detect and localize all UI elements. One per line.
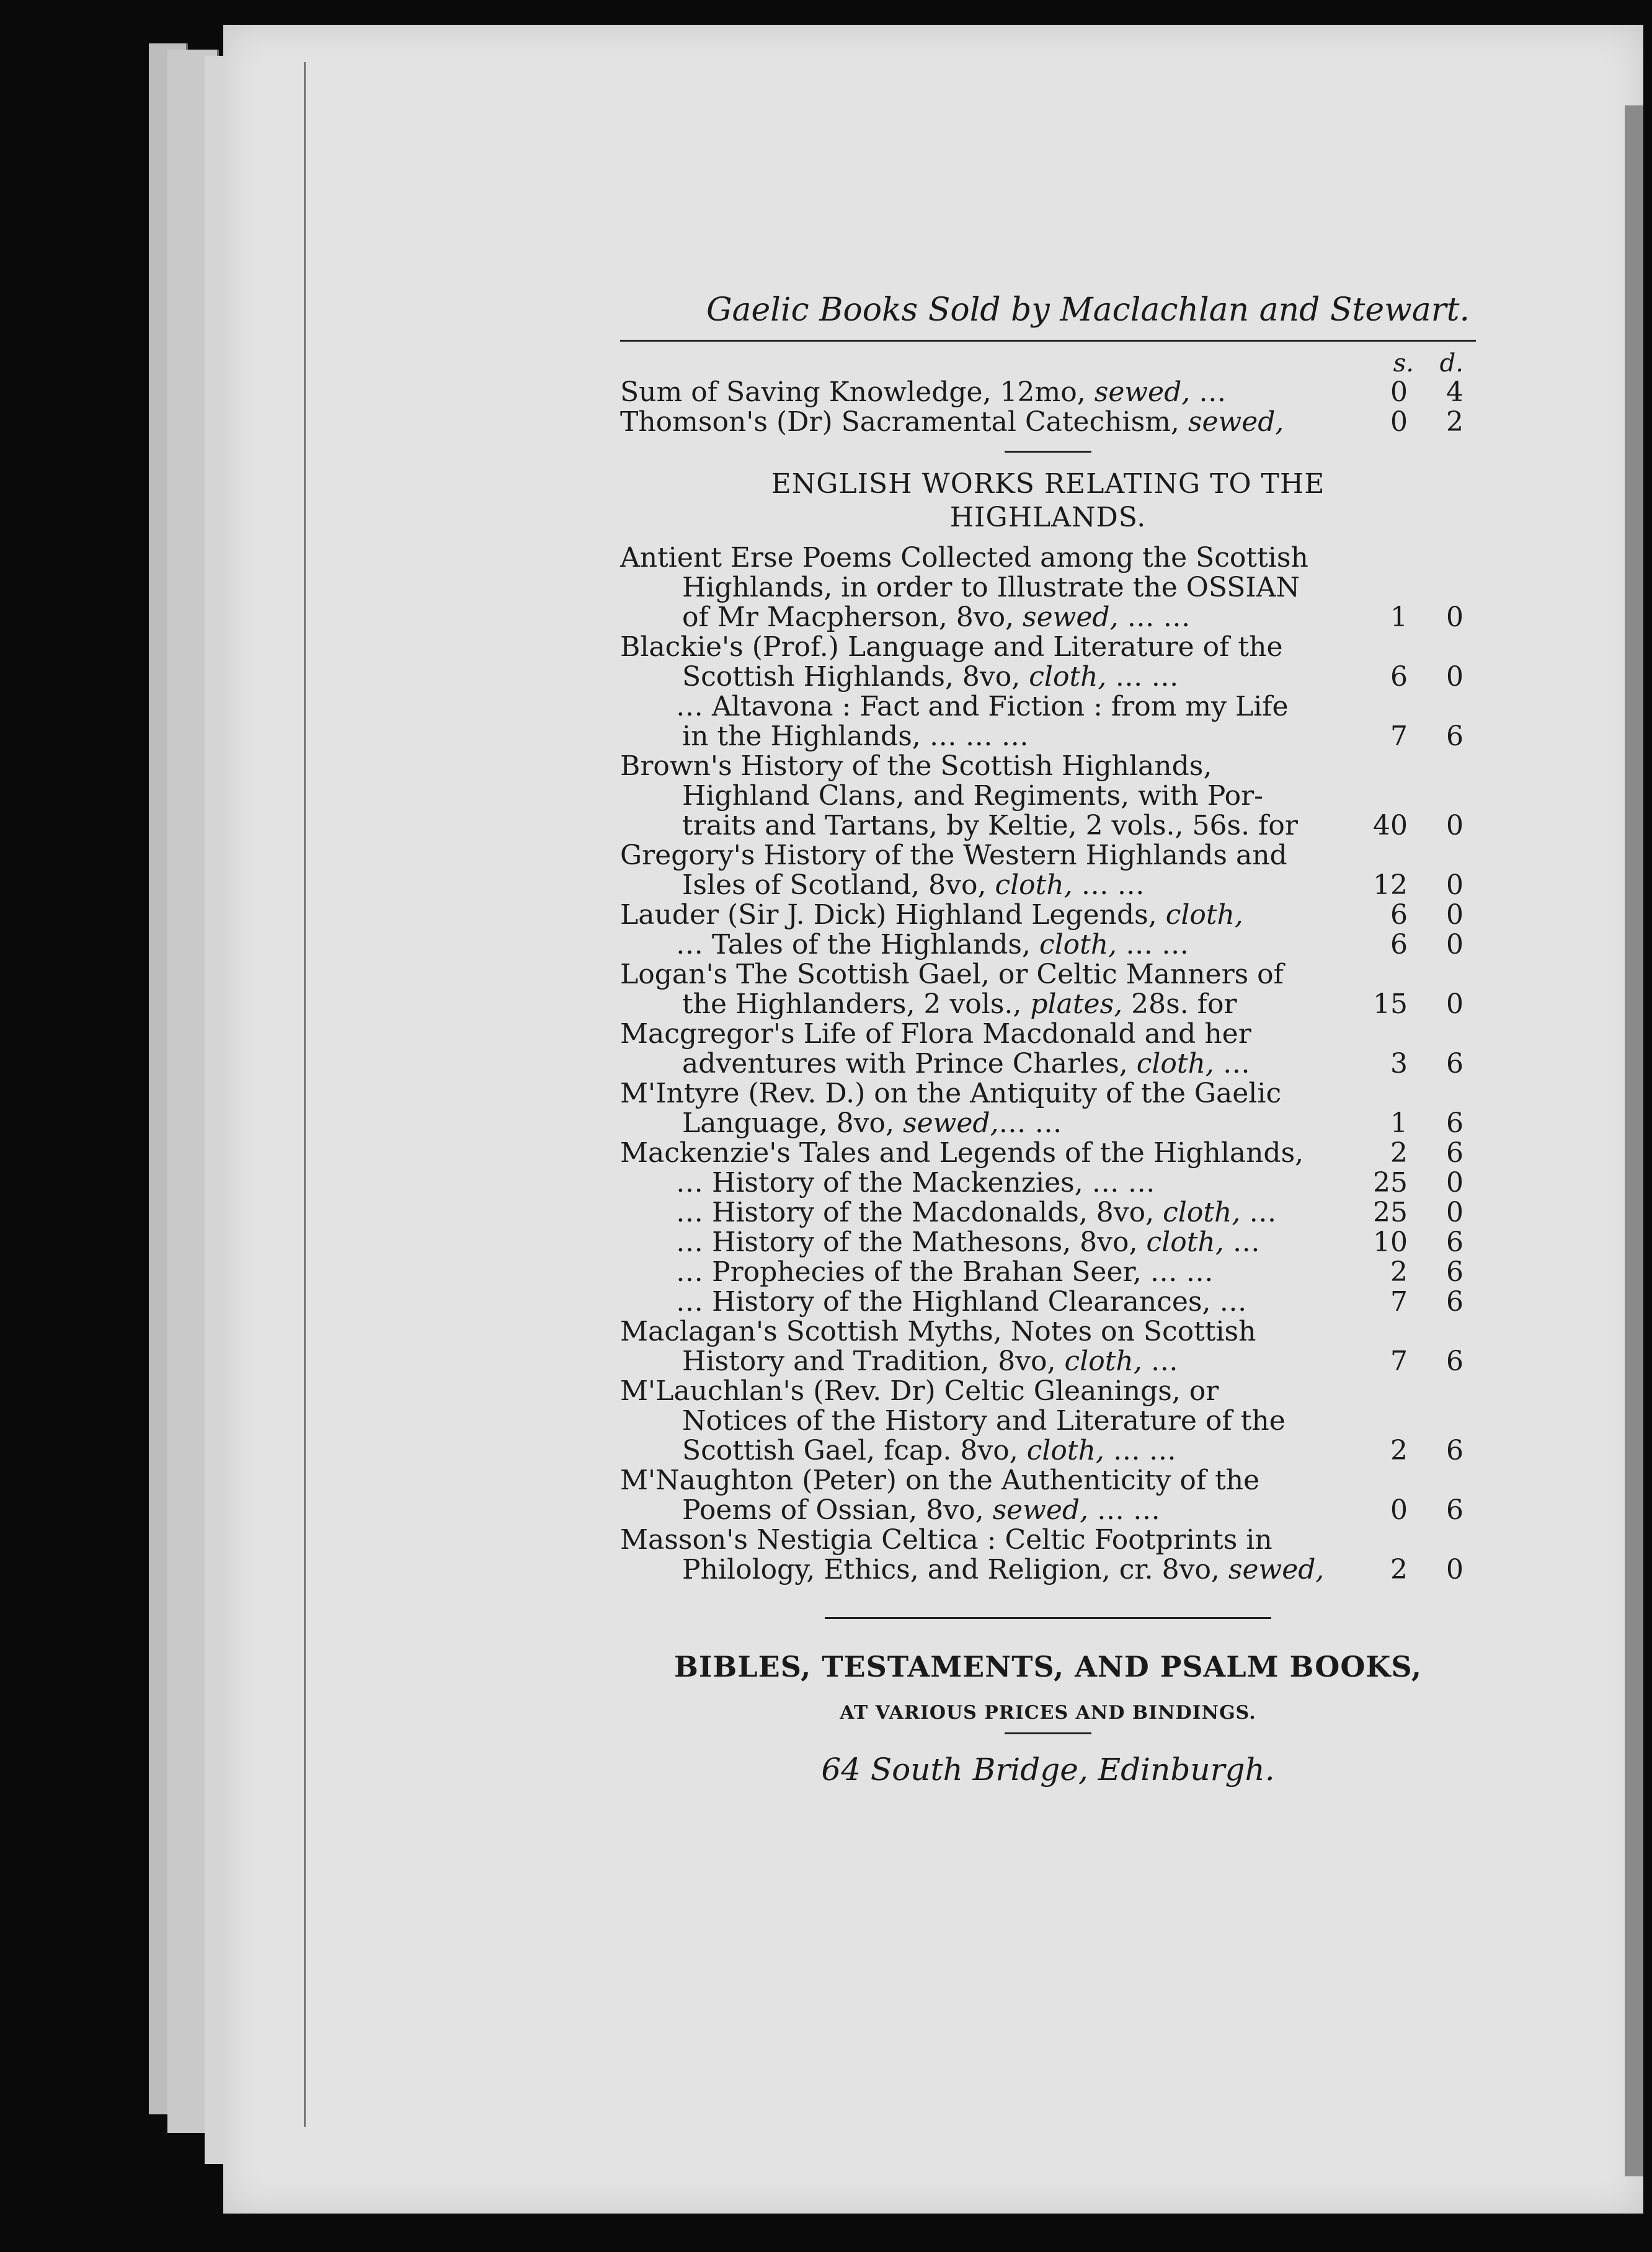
price [1358,407,1463,437]
bibles-heading: BIBLES, TESTAMENTS, AND PSALM BOOKS, [674,1650,1422,1683]
entry-line [620,1228,1352,1257]
entry-text: Logan's The Scottish Gael, or Celtic Manners of [620,959,1284,990]
binding-text: cloth, [995,869,1073,901]
price [1358,900,1463,930]
price-shillings: 6 [1390,929,1408,960]
price-pence: 0 [1446,929,1463,960]
price [1358,603,1463,632]
price-pence: 0 [1446,1167,1463,1199]
binding-text: sewed, [1023,601,1119,633]
book-entry [620,1376,1476,1466]
entry-text: History and Tradition, 8vo, [682,1345,1065,1377]
binding-text: cloth, [1039,929,1117,960]
price-pence: 4 [1446,376,1463,408]
entry-line [620,1168,1352,1198]
page-margin-line [304,62,306,2127]
price-pence: 0 [1446,899,1463,931]
entry-text: of Mr Macpherson, 8vo, [682,601,1023,633]
leader-text: … … [1106,661,1179,693]
price-pence: 0 [1446,601,1463,633]
leader-text: … [1240,1197,1277,1228]
entry-line [620,662,1352,692]
entry-text: Brown's History of the Scottish Highlands, [620,750,1212,782]
entry-text: Highlands, in order to Illustrate the OSSIAN [682,572,1300,603]
entry-text: Isles of Scotland, 8vo, [682,869,995,901]
price-pence: 6 [1446,720,1463,752]
price-shillings: 2 [1390,1435,1408,1466]
entry-line [620,1555,1352,1585]
entry-text: … History of the Mackenzies, … … [676,1167,1155,1199]
entry-text: Poems of Ossian, 8vo, [682,1494,993,1526]
running-header: Gaelic Books Sold by Maclachlan and Stewart. [620,291,1476,342]
entry-line [620,1198,1352,1228]
entry-line [620,1257,1352,1287]
price-shillings: 6 [1390,899,1408,931]
entry-line [620,1347,1352,1376]
book-entry [620,1317,1476,1376]
price-shillings: 7 [1390,1345,1408,1377]
entry-text: … Altavona : Fact and Fiction : from my Life [676,691,1289,722]
price-shillings: 0 [1390,1494,1408,1526]
price-shillings: 1 [1390,1107,1408,1139]
entry-line [620,1406,1352,1436]
price-pence: 6 [1446,1226,1463,1258]
leader-text: 28s. for [1122,988,1237,1020]
entry-text: Antient Erse Poems Collected among the Scottish [620,542,1308,574]
gaelic-entries [620,350,1476,437]
price-pence: 0 [1446,810,1463,841]
entry-line [620,378,1352,407]
entry-text: … History of the Mathesons, 8vo, [676,1226,1147,1258]
section-title [620,468,1476,534]
book-entry [620,1019,1476,1079]
price [1358,1138,1463,1168]
book-entry [620,1168,1476,1198]
binding-text: cloth, [1163,1197,1241,1228]
gaelic-list-tail [620,350,1476,437]
price-shillings: 2 [1390,1137,1408,1169]
price-shillings: 25 [1373,1167,1408,1199]
leader-text: … [1214,1048,1250,1079]
pence-head: d. [1439,349,1463,378]
price [1358,1555,1463,1585]
price-shillings: 10 [1373,1226,1408,1258]
entry-line [620,960,1352,990]
price-pence: 0 [1446,1197,1463,1228]
entry-text: M'Lauchlan's (Rev. Dr) Celtic Gleanings, or [620,1375,1219,1407]
book-entry [620,1257,1476,1287]
price-shillings: 6 [1390,661,1408,693]
entry-line [620,632,1352,662]
entry-line [620,900,1352,930]
divider [1005,451,1091,453]
entry-text: the Highlanders, 2 vols., [682,988,1031,1020]
entry-line [620,1138,1352,1168]
shillings-head: s. [1393,349,1414,378]
entry-line [620,603,1352,632]
leader-text: … [1190,376,1227,408]
price-pence: 0 [1446,988,1463,1020]
price [1358,1257,1463,1287]
book-entry [620,378,1476,407]
binding-text: plates, [1030,988,1123,1020]
price [1358,1228,1463,1257]
entry-line [620,1049,1352,1079]
price-pence: 6 [1446,1494,1463,1526]
entry-text: Lauder (Sir J. Dick) Highland Legends, [620,899,1166,931]
binding-text: sewed, [1228,1554,1325,1585]
entry-text: Gregory's History of the Western Highlands and [620,840,1287,871]
leader-text: … … [1088,1494,1161,1526]
price [1358,990,1463,1019]
book-entry [620,841,1476,900]
price [1358,811,1463,841]
book-entry [620,930,1476,960]
entry-line [620,871,1352,900]
price [1358,930,1463,960]
binding-text: sewed, [1188,406,1284,438]
entry-text: Blackie's (Prof.) Language and Literature of the [620,631,1283,663]
entry-text: Scottish Highlands, 8vo, [682,661,1029,693]
price-shillings: 3 [1390,1048,1408,1079]
entry-line [620,841,1352,871]
entry-line [620,930,1352,960]
entry-line [620,1496,1352,1525]
book-entry [620,900,1476,930]
entry-text: … Tales of the Highlands, [676,929,1039,960]
price-shillings: 0 [1390,376,1408,408]
entry-line [620,722,1352,751]
price-pence: 6 [1446,1107,1463,1139]
book-entry [620,1198,1476,1228]
binding-text: cloth, [1146,1226,1224,1258]
various-prices-note: AT VARIOUS PRICES AND BINDINGS. [840,1702,1256,1724]
price-shillings: 0 [1390,406,1408,438]
entry-text: Maclagan's Scottish Myths, Notes on Scottish [620,1316,1256,1347]
entry-text: traits and Tartans, by Keltie, 2 vols., 56s. for [682,810,1298,841]
entry-line [620,1019,1352,1049]
book-entry [620,543,1476,632]
price [1358,1198,1463,1228]
entry-text: Masson's Nestigia Celtica : Celtic Footprints in [620,1524,1272,1556]
entry-text: in the Highlands, … … … [682,720,1029,752]
price-pence: 6 [1446,1256,1463,1288]
price-shillings: 2 [1390,1256,1408,1288]
price [1358,1168,1463,1198]
entry-text: Highland Clans, and Regiments, with Por- [682,780,1264,812]
binding-text: cloth, [1064,1345,1142,1377]
price-pence: 2 [1446,406,1463,438]
price [1358,1287,1463,1317]
price-shillings: 7 [1390,1286,1408,1318]
price [1358,1049,1463,1079]
price-shillings: 1 [1390,601,1408,633]
entry-text: Macgregor's Life of Flora Macdonald and her [620,1018,1251,1050]
page-content [620,291,1476,1788]
entry-line [620,692,1352,722]
entry-line [620,1376,1352,1406]
entry-text: Sum of Saving Knowledge, 12mo, [620,376,1095,408]
binding-text: cloth, [1029,661,1107,693]
book-entry [620,632,1476,692]
entry-text: … History of the Highland Clearances, … [676,1286,1247,1318]
divider [1005,1732,1091,1734]
price [1358,1109,1463,1138]
price-pence: 0 [1446,1554,1463,1585]
page-gutter [1625,105,1643,2176]
entry-text: Notices of the History and Literature of the [682,1405,1286,1437]
book-entry [620,1079,1476,1138]
entry-line [620,781,1352,811]
price-shillings: 25 [1373,1197,1408,1228]
entry-text: M'Naughton (Peter) on the Authenticity of the [620,1465,1260,1496]
price [1358,1496,1463,1525]
price [1358,1347,1463,1376]
book-entry [620,1228,1476,1257]
entry-text: Language, 8vo, [682,1107,904,1139]
price-shillings: 7 [1390,720,1408,752]
binding-text: cloth, [1136,1048,1214,1079]
price-pence: 6 [1446,1286,1463,1318]
price [1358,378,1463,407]
price-pence: 6 [1446,1435,1463,1466]
book-entry [620,407,1476,437]
price-shillings: 40 [1373,810,1408,841]
binding-text: sewed, [992,1494,1089,1526]
leader-text: … [1223,1226,1260,1258]
entry-line [620,1525,1352,1555]
entry-line [620,1079,1352,1109]
price-pence: 0 [1446,869,1463,901]
price-shillings: 15 [1373,988,1408,1020]
book-entry [620,751,1476,841]
binding-text: sewed, [903,1107,999,1139]
entry-line [620,811,1352,841]
entry-text: adventures with Prince Charles, [682,1048,1137,1079]
leader-text: … [1142,1345,1178,1377]
price-pence: 6 [1446,1345,1463,1377]
entry-text: Mackenzie's Tales and Legends of the Highlands, [620,1137,1304,1169]
price [1358,871,1463,900]
binding-text: sewed, [1094,376,1191,408]
entry-line [620,1109,1352,1138]
book-entry [620,1138,1476,1168]
price-pence: 0 [1446,661,1463,693]
entry-line [620,751,1352,781]
leader-text: … … [998,1107,1062,1139]
binding-text: cloth, [1165,899,1243,931]
entry-line [620,1287,1352,1317]
leader-text: … … [1118,601,1191,633]
book-entry [620,1466,1476,1525]
price [1358,662,1463,692]
leader-text: … … [1104,1435,1176,1466]
book-entry [620,1525,1476,1585]
leader-text: … … [1072,869,1145,901]
price [1358,1436,1463,1466]
book-entry [620,692,1476,751]
entry-text: … History of the Macdonalds, 8vo, [676,1197,1163,1228]
publisher-address: 64 South Bridge, Edinburgh. [821,1752,1275,1788]
book-entry [620,1287,1476,1317]
english-works-list [620,543,1476,1585]
entry-line [620,543,1352,573]
entry-text: Thomson's (Dr) Sacramental Catechism, [620,406,1188,438]
entry-line [620,1436,1352,1466]
entry-text: Philology, Ethics, and Religion, cr. 8vo, [682,1554,1228,1585]
divider [825,1617,1271,1619]
book-entry [620,960,1476,1019]
section-title-line: ENGLISH WORKS RELATING TO THE [771,468,1325,500]
price [1358,722,1463,751]
binding-text: cloth, [1026,1435,1104,1466]
entry-line [620,1317,1352,1347]
entry-line [620,573,1352,603]
price-shillings: 12 [1373,869,1408,901]
entry-line [620,407,1352,437]
price-pence: 6 [1446,1048,1463,1079]
section-title-line: HIGHLANDS. [949,502,1147,533]
price-shillings: 2 [1390,1554,1408,1585]
entry-line [620,990,1352,1019]
price-column-heads [1364,349,1463,378]
entry-text: M'Intyre (Rev. D.) on the Antiquity of the Gaelic [620,1078,1282,1109]
price-pence: 6 [1446,1137,1463,1169]
leader-text: … … [1117,929,1189,960]
entry-text: Scottish Gael, fcap. 8vo, [682,1435,1027,1466]
entry-line [620,1466,1352,1496]
entry-text: … Prophecies of the Brahan Seer, … … [676,1256,1214,1288]
